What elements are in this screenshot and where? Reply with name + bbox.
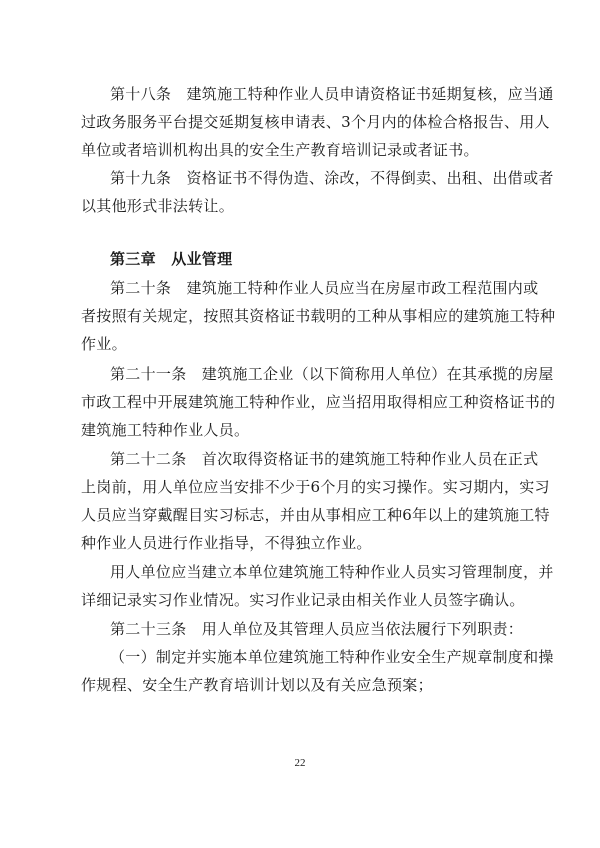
article-18-line-2: 过政务服务平台提交延期复核申请表、3个月内的体检合格报告、用人: [81, 113, 550, 131]
paragraph-internship-line-1: 用人单位应当建立本单位建筑施工特种作业人员实习管理制度，并: [110, 563, 554, 581]
article-22-line-4: 种作业人员进行作业指导，不得独立作业。: [81, 534, 372, 552]
page-number: 22: [294, 757, 306, 769]
article-19-line-1: 第十九条 资格证书不得伪造、涂改，不得倒卖、出租、出借或者: [110, 169, 554, 187]
article-20-line-3: 作业。: [81, 335, 127, 353]
article-22-line-3: 人员应当穿戴醒目实习标志，并由从事相应工种6年以上的建筑施工特: [81, 506, 550, 524]
paragraph-internship-line-2: 详细记录实习作业情况。实习作业记录由相关作业人员签字确认。: [81, 591, 525, 609]
article-21-line-3: 建筑施工特种作业人员。: [81, 421, 250, 439]
article-22-line-1: 第二十二条 首次取得资格证书的建筑施工特种作业人员在正式: [110, 450, 539, 468]
article-23-item-1-line-1: （一）制定并实施本单位建筑施工特种作业安全生产规章制度和操: [110, 648, 554, 666]
article-23-line-1: 第二十三条 用人单位及其管理人员应当依法履行下列职责：: [110, 620, 524, 638]
chapter-3-heading: 第三章 从业管理: [110, 250, 233, 268]
article-22-line-2: 上岗前，用人单位应当安排不少于6个月的实习操作。实习期内，实习: [81, 478, 550, 496]
article-21-line-1: 第二十一条 建筑施工企业（以下简称用人单位）在其承揽的房屋: [110, 365, 554, 383]
article-20-line-1: 第二十条 建筑施工特种作业人员应当在房屋市政工程范围内或: [110, 279, 539, 297]
article-19-line-2: 以其他形式非法转让。: [81, 197, 235, 215]
article-20-line-2: 者按照有关规定，按照其资格证书载明的工种从事相应的建筑施工特种: [81, 307, 556, 325]
article-18-line-1: 第十八条 建筑施工特种作业人员申请资格证书延期复核，应当通: [110, 85, 554, 103]
article-23-item-1-line-2: 作规程、安全生产教育培训计划以及有关应急预案；: [81, 676, 433, 694]
article-18-line-3: 单位或者培训机构出具的安全生产教育培训记录或者证书。: [81, 141, 479, 159]
article-21-line-2: 市政工程中开展建筑施工特种作业，应当招用取得相应工种资格证书的: [81, 393, 556, 411]
